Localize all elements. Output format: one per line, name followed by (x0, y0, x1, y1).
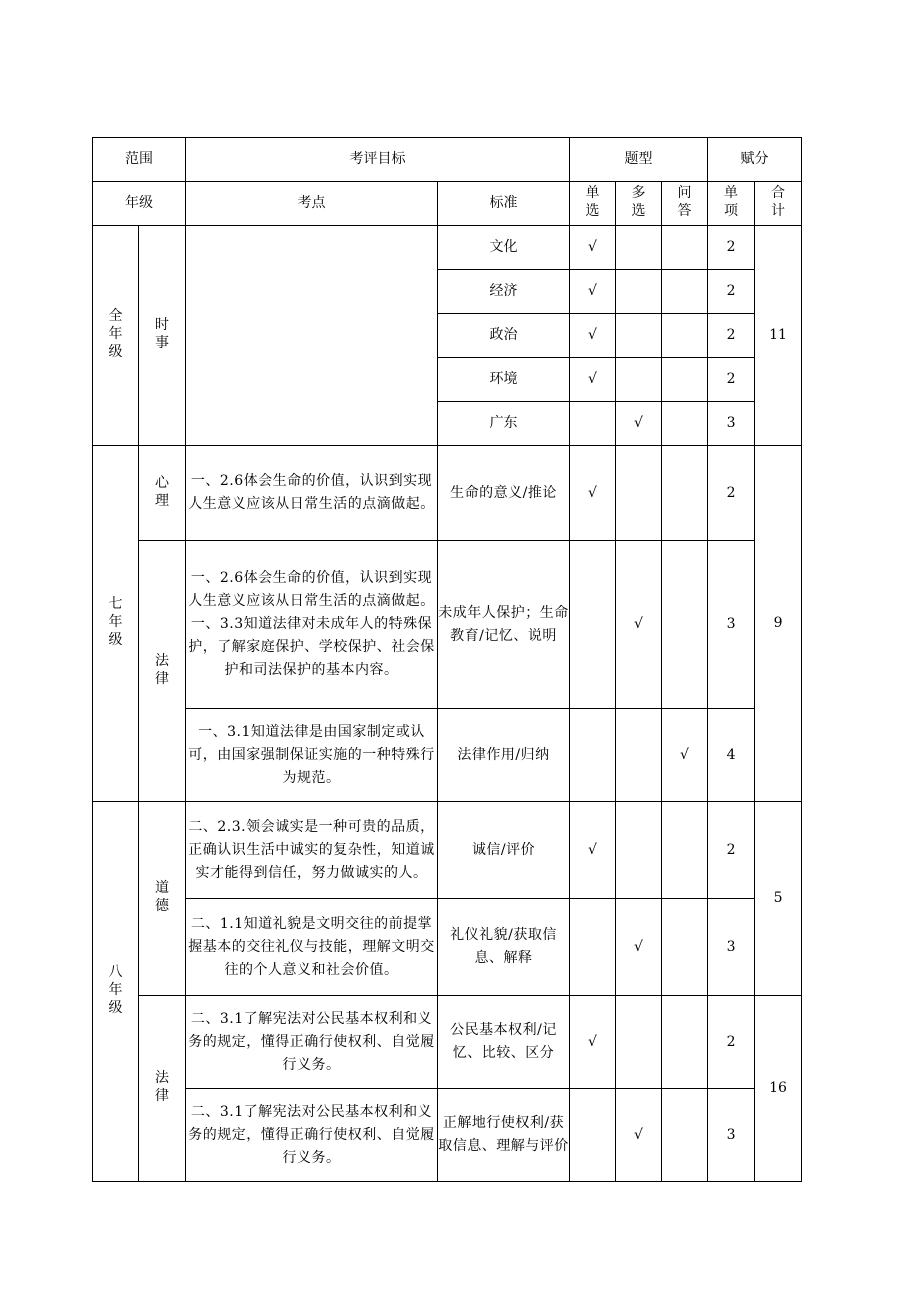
multi-check: √ (616, 1089, 662, 1182)
header-qa-text: 问答 (677, 185, 692, 219)
table-row (93, 802, 802, 899)
header-standard: 标准 (438, 182, 570, 226)
table-row (93, 899, 802, 996)
table-row (93, 709, 802, 802)
standard-cell: 广东 (438, 402, 570, 446)
item-score: 2 (708, 226, 755, 270)
header-multi-text: 多选 (631, 185, 646, 219)
qa-check (662, 314, 708, 358)
header-item (708, 182, 755, 226)
point-cell: 一、2.6体会生命的价值，认识到实现人生意义应该从日常生活的点滴做起。 (186, 446, 438, 541)
cat-law-text: 法律 (155, 652, 169, 687)
standard-cell: 未成年人保护；生命教育/记忆、说明 (438, 541, 570, 709)
multi-check (616, 358, 662, 402)
multi-check: √ (616, 899, 662, 996)
total-score: 16 (755, 996, 802, 1182)
single-check: √ (570, 358, 616, 402)
header-single-text: 单选 (585, 185, 600, 219)
single-check: √ (570, 314, 616, 358)
qa-check (662, 996, 708, 1089)
assessment-table (92, 137, 802, 1182)
header-point: 考点 (186, 182, 438, 226)
header-total (755, 182, 802, 226)
multi-check (616, 226, 662, 270)
cat-current-affairs (139, 226, 186, 446)
grade-8-text: 八年级 (108, 964, 123, 1016)
multi-check (616, 446, 662, 541)
qa-check (662, 802, 708, 899)
grade-8 (93, 802, 139, 1182)
total-score: 5 (755, 802, 802, 996)
multi-check (616, 709, 662, 802)
standard-cell: 礼仪礼貌/获取信息、解释 (438, 899, 570, 996)
single-check: √ (570, 270, 616, 314)
total-score: 11 (755, 226, 802, 446)
header-range: 范围 (93, 138, 186, 182)
point-empty (186, 226, 438, 446)
item-score: 2 (708, 270, 755, 314)
standard-cell: 诚信/评价 (438, 802, 570, 899)
single-check (570, 541, 616, 709)
standard-cell: 法律作用/归纳 (438, 709, 570, 802)
item-score: 2 (708, 996, 755, 1089)
header-total-text: 合计 (771, 185, 786, 219)
header-target: 考评目标 (186, 138, 570, 182)
qa-check (662, 270, 708, 314)
standard-cell: 环境 (438, 358, 570, 402)
multi-check: √ (616, 402, 662, 446)
qa-check (662, 541, 708, 709)
item-score: 2 (708, 358, 755, 402)
cat-law-8-text: 法律 (155, 1070, 169, 1104)
standard-cell: 文化 (438, 226, 570, 270)
header-qtype: 题型 (570, 138, 708, 182)
item-score: 3 (708, 899, 755, 996)
item-score: 2 (708, 446, 755, 541)
qa-check (662, 1089, 708, 1182)
header-score: 赋分 (708, 138, 802, 182)
standard-cell: 生命的意义/推论 (438, 446, 570, 541)
single-check: √ (570, 226, 616, 270)
cat-morality-text: 道德 (155, 880, 169, 914)
cat-law-8 (139, 996, 186, 1182)
standard-cell: 公民基本权利/记忆、比较、区分 (438, 996, 570, 1089)
grade-all (93, 226, 139, 446)
standard-cell: 正解地行使权利/获取信息、理解与评价 (438, 1089, 570, 1182)
header-grade: 年级 (93, 182, 186, 226)
single-check (570, 1089, 616, 1182)
standard-cell: 经济 (438, 270, 570, 314)
multi-check (616, 996, 662, 1089)
multi-check (616, 270, 662, 314)
table-row (93, 1089, 802, 1182)
single-check: √ (570, 446, 616, 541)
header-item-text: 单项 (724, 185, 739, 219)
qa-check (662, 899, 708, 996)
point-cell: 一、3.1知道法律是由国家制定或认可，由国家强制保证实施的一种特殊行为规范。 (186, 709, 438, 802)
grade-all-text: 全年级 (108, 308, 123, 360)
cat-psychology-text: 心理 (155, 474, 169, 509)
qa-check: √ (662, 709, 708, 802)
grade-7 (93, 446, 139, 802)
single-check: √ (570, 996, 616, 1089)
total-score: 9 (755, 446, 802, 802)
item-score: 3 (708, 1089, 755, 1182)
qa-check (662, 446, 708, 541)
header-single (570, 182, 616, 226)
point-cell: 二、3.1了解宪法对公民基本权利和义务的规定，懂得正确行使权利、自觉履行义务。 (186, 1089, 438, 1182)
table-row (93, 446, 802, 541)
single-check: √ (570, 802, 616, 899)
point-text-a: 一、2.6体会生命的价值，认识到实现人生意义应该从日常生活的点滴做起。 (188, 570, 435, 609)
qa-check (662, 358, 708, 402)
standard-cell: 政治 (438, 314, 570, 358)
point-cell: 二、1.1知道礼貌是文明交往的前提掌握基本的交往礼仪与技能，理解文明交往的个人意义和社会价值。 (186, 899, 438, 996)
cat-psychology (139, 446, 186, 541)
qa-check (662, 402, 708, 446)
cat-morality (139, 802, 186, 996)
multi-check (616, 314, 662, 358)
cat-law (139, 541, 186, 802)
item-score: 4 (708, 709, 755, 802)
table-row (93, 226, 802, 270)
grade-7-text: 七年级 (108, 596, 123, 648)
point-cell: 二、3.1了解宪法对公民基本权利和义务的规定，懂得正确行使权利、自觉履行义务。 (186, 996, 438, 1089)
cat-current-affairs-text: 时事 (155, 317, 169, 351)
point-text-b: 一、3.3知道法律对未成年人的特殊保护，了解家庭保护、学校保护、社会保护和司法保护的基本内容。 (188, 616, 435, 678)
single-check (570, 899, 616, 996)
multi-check: √ (616, 541, 662, 709)
multi-check (616, 802, 662, 899)
item-score: 3 (708, 541, 755, 709)
item-score: 3 (708, 402, 755, 446)
point-cell: 二、2.3.领会诚实是一种可贵的品质，正确认识生活中诚实的复杂性，知道诚实才能得到信任，努力做诚实的人。 (186, 802, 438, 899)
single-check (570, 709, 616, 802)
header-qa (662, 182, 708, 226)
item-score: 2 (708, 314, 755, 358)
point-cell (186, 541, 438, 709)
table-row (93, 996, 802, 1089)
header-multi (616, 182, 662, 226)
table-row (93, 541, 802, 709)
qa-check (662, 226, 708, 270)
single-check (570, 402, 616, 446)
item-score: 2 (708, 802, 755, 899)
